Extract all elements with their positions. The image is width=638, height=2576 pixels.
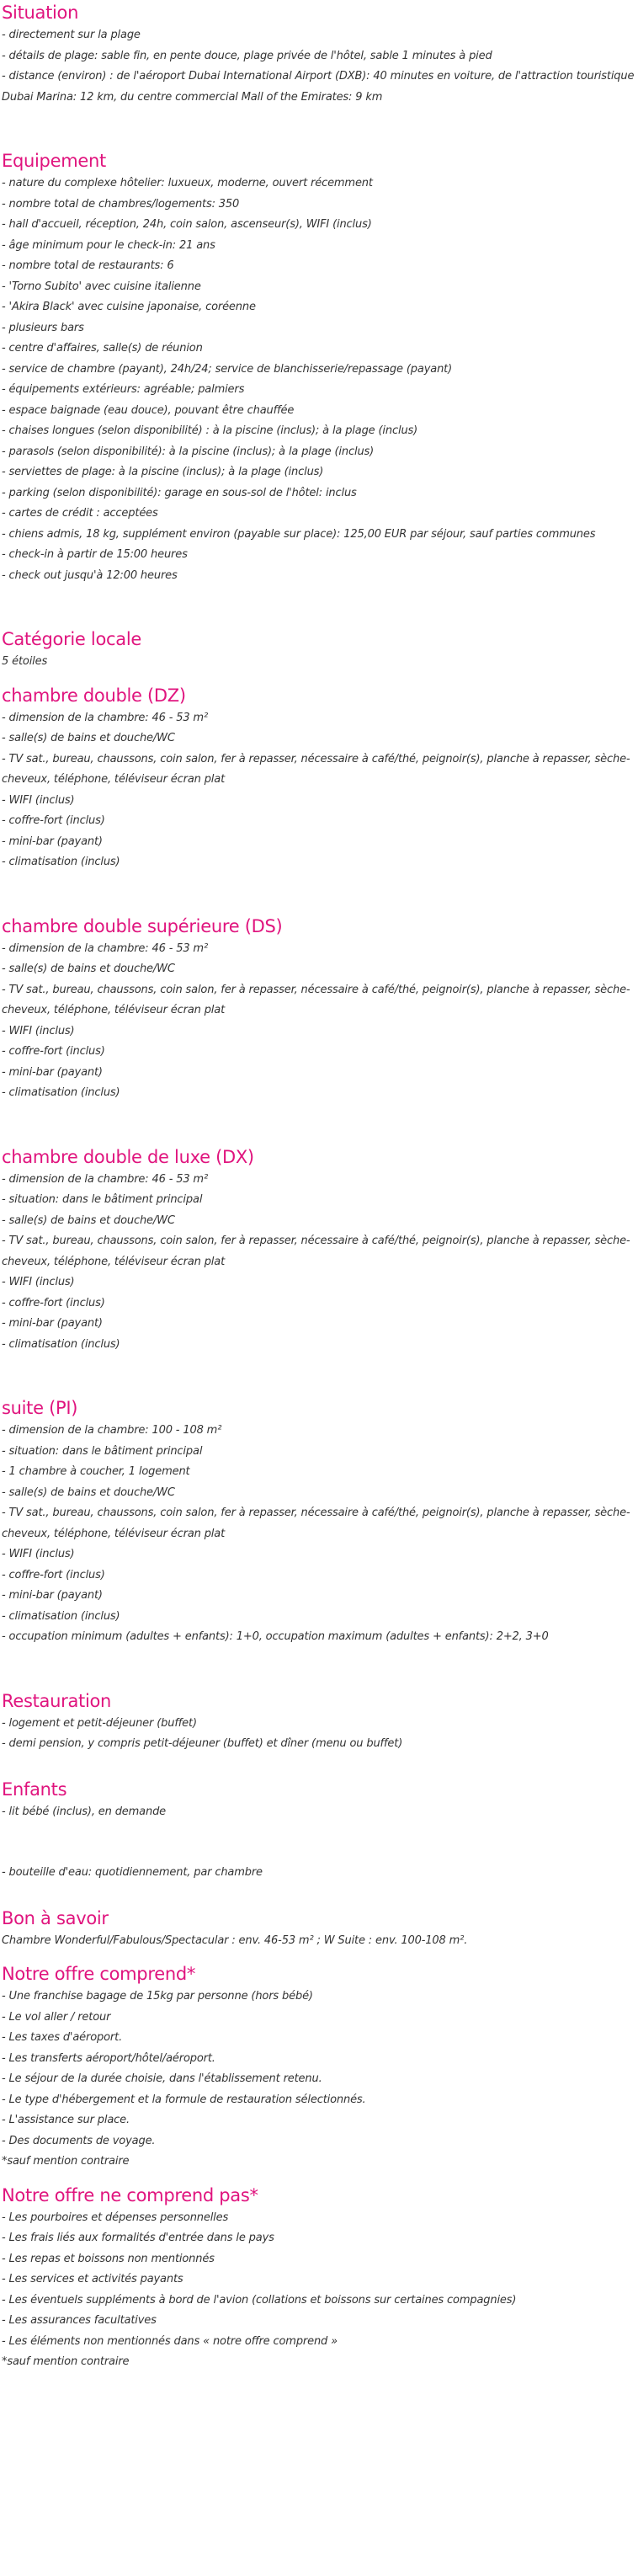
section-spacer (2, 1884, 636, 1906)
section-lines (2, 652, 636, 673)
section-spacer (2, 1755, 636, 1777)
list-item: - cartes de crédit : acceptées (2, 507, 158, 520)
section-title: Catégorie locale (2, 629, 141, 649)
list-item: - 'Akira Black' avec cuisine japonaise, coréenne (2, 301, 256, 313)
list-item: - Des documents de voyage. (2, 2134, 156, 2147)
list-item: Chambre Wonderful/Fabulous/Spectacular : env. 46-53 m² ; W Suite : env. 100-108 m². (2, 1933, 468, 1947)
section-lines (2, 1802, 636, 1823)
section-dx (2, 1144, 636, 1356)
list-item: - TV sat., bureau, chaussons, coin salon, fer à repasser, nécessaire à café/thé, peignoir(s), planche à repasser, sèche- (2, 1235, 630, 1247)
section-equipement (2, 148, 636, 586)
list-item: - climatisation (inclus) (2, 1609, 120, 1623)
section-lines (2, 1421, 636, 1648)
list-item: - WIFI (inclus) (2, 1024, 75, 1037)
section-lines (2, 25, 636, 108)
section-title: chambre double de luxe (DX) (2, 1146, 254, 1167)
section-lines (2, 1987, 636, 2173)
list-item: - L'assistance sur place. (2, 2114, 130, 2126)
list-item: - occupation minimum (adultes + enfants): 1+0, occupation maximum (adultes + enfants): 2+2, 3+0 (2, 1630, 549, 1643)
list-item: - Les frais liés aux formalités d'entrée dans le pays (2, 2232, 274, 2244)
section-spacer (2, 2173, 636, 2183)
list-item: - logement et petit-déjeuner (buffet) (2, 1716, 197, 1730)
list-item: - serviettes de plage: à la piscine (inclus); à la plage (inclus) (2, 466, 324, 478)
list-item: - dimension de la chambre: 46 - 53 m² (2, 941, 209, 955)
list-item: - mini-bar (payant) (2, 1065, 103, 1079)
list-item: 5 étoiles (2, 655, 48, 668)
list-item: - hall d'accueil, réception, 24h, coin salon, ascenseur(s), WIFI (inclus) (2, 218, 372, 231)
list-item: - équipements extérieurs: agréable; palmiers (2, 383, 245, 396)
section-lines (2, 173, 636, 586)
list-item: - demi pension, y compris petit-déjeuner (buffet) et dîner (menu ou buffet) (2, 1737, 403, 1750)
list-item: - détails de plage: sable fin, en pente douce, plage privée de l'hôtel, sable 1 minutes à pied (2, 49, 492, 62)
list-item: - WIFI (inclus) (2, 1276, 75, 1288)
list-item: - salle(s) de bains et douche/WC (2, 732, 175, 744)
list-item: - 1 chambre à coucher, 1 logement (2, 1465, 190, 1478)
list-item: - Les repas et boissons non mentionnés (2, 2252, 215, 2265)
list-item: - parking (selon disponibilité): garage en sous-sol de l'hôtel: inclus (2, 486, 357, 499)
list-item: - Les pourboires et dépenses personnelles (2, 2211, 229, 2224)
list-item: cheveux, téléphone, téléviseur écran plat (2, 1255, 226, 1268)
list-item: - dimension de la chambre: 46 - 53 m² (2, 711, 209, 724)
list-item: - climatisation (inclus) (2, 1337, 120, 1351)
section-title: Notre offre comprend* (2, 1964, 196, 1984)
list-item: - WIFI (inclus) (2, 1548, 75, 1560)
list-item: - mini-bar (payant) (2, 835, 103, 848)
list-item: - nombre total de chambres/logements: 350 (2, 197, 240, 211)
list-item: - Les taxes d'aéroport. (2, 2031, 123, 2044)
section-title: Equipement (2, 151, 106, 171)
section-title: Notre offre ne comprend pas* (2, 2184, 258, 2205)
list-item: - Les assurances facultatives (2, 2314, 157, 2327)
list-item: - distance (environ) : de l'aéroport Dubai International Airport (DXB): 40 minutes en voiture, de l'attraction touristique (2, 70, 635, 83)
list-item: - bouteille d'eau: quotidiennement, par chambre (2, 1866, 263, 1879)
list-item: - service de chambre (payant), 24h/24; service de blanchisserie/repassage (payant) (2, 362, 453, 376)
list-item: - 'Torno Subito' avec cuisine italienne (2, 280, 201, 293)
section-eau (2, 1863, 636, 1884)
list-item: - Les transferts aéroport/hôtel/aéroport. (2, 2051, 215, 2065)
list-item: - Une franchise bagage de 15kg par personne (hors bébé) (2, 1990, 313, 2003)
list-item: - salle(s) de bains et douche/WC (2, 1213, 175, 1227)
list-item: - TV sat., bureau, chaussons, coin salon, fer à repasser, nécessaire à café/thé, peignoir(s), planche à repasser, sèche- (2, 752, 630, 765)
section-lines (2, 1170, 636, 1356)
list-item: - Le type d'hébergement et la formule de restauration sélectionnés. (2, 2093, 366, 2106)
list-item: - situation: dans le bâtiment principal (2, 1444, 203, 1458)
list-item: - lit bébé (inclus), en demande (2, 1805, 167, 1818)
list-item: Dubai Marina: 12 km, du centre commercial Mall of the Emirates: 9 km (2, 90, 383, 104)
list-item: - TV sat., bureau, chaussons, coin salon, fer à repasser, nécessaire à café/thé, peignoir(s), planche à repasser, sèche- (2, 1507, 630, 1519)
list-item: - mini-bar (payant) (2, 1317, 103, 1330)
list-item: *sauf mention contraire (2, 2155, 130, 2168)
section-title: chambre double (DZ) (2, 685, 186, 706)
list-item: - dimension de la chambre: 46 - 53 m² (2, 1172, 209, 1186)
list-item: - Le vol aller / retour (2, 2010, 111, 2024)
section-necomprend (2, 2183, 636, 2373)
section-spacer (2, 108, 636, 148)
list-item: - coffre-fort (inclus) (2, 1296, 105, 1309)
section-spacer (2, 873, 636, 914)
section-dz (2, 683, 636, 873)
list-item: - espace baignade (eau douce), pouvant être chauffée (2, 403, 295, 417)
section-situation (2, 0, 636, 108)
section-lines (2, 939, 636, 1104)
section-spacer (2, 1104, 636, 1144)
list-item: - climatisation (inclus) (2, 1086, 120, 1099)
list-item: - situation: dans le bâtiment principal (2, 1193, 203, 1206)
list-item: - Les éléments non mentionnés dans « notre offre comprend » (2, 2334, 338, 2348)
section-categorie (2, 627, 636, 673)
section-spacer (2, 586, 636, 627)
section-comprend (2, 1961, 636, 2173)
section-spacer (2, 1822, 636, 1863)
list-item: - salle(s) de bains et douche/WC (2, 963, 175, 975)
list-item: - chaises longues (selon disponibilité) : à la piscine (inclus); à la plage (inclus) (2, 424, 418, 437)
section-title: chambre double supérieure (DS) (2, 915, 283, 936)
section-title: Restauration (2, 1690, 112, 1711)
list-item: - coffre-fort (inclus) (2, 814, 105, 827)
section-lines (2, 1863, 636, 1884)
section-spacer (2, 1355, 636, 1395)
list-item: - check-in à partir de 15:00 heures (2, 548, 188, 561)
list-item: - WIFI (inclus) (2, 793, 75, 807)
list-item: - nombre total de restaurants: 6 (2, 259, 174, 272)
list-item: cheveux, téléphone, téléviseur écran plat (2, 1004, 226, 1016)
list-item: cheveux, téléphone, téléviseur écran plat (2, 1527, 226, 1540)
list-item: - Le séjour de la durée choisie, dans l'établissement retenu. (2, 2072, 322, 2085)
list-item: - coffre-fort (inclus) (2, 1568, 105, 1581)
list-item: - Les éventuels suppléments à bord de l'avion (collations et boissons sur certaines compagnies) (2, 2293, 517, 2307)
section-restauration (2, 1688, 636, 1755)
list-item: - parasols (selon disponibilité): à la piscine (inclus); à la plage (inclus) (2, 445, 375, 458)
section-lines (2, 1714, 636, 1755)
section-spacer (2, 1951, 636, 1961)
section-title: Situation (2, 3, 79, 23)
section-title: suite (PI) (2, 1398, 78, 1418)
section-bon (2, 1906, 636, 1952)
list-item: - Les services et activités payants (2, 2273, 183, 2285)
section-spacer (2, 673, 636, 683)
list-item: *sauf mention contraire (2, 2355, 130, 2368)
list-item: cheveux, téléphone, téléviseur écran plat (2, 773, 226, 786)
list-item: - chiens admis, 18 kg, supplément environ (payable sur place): 125,00 EUR par séjour, sauf parties communes (2, 527, 596, 541)
list-item: - dimension de la chambre: 100 - 108 m² (2, 1424, 222, 1437)
list-item: - TV sat., bureau, chaussons, coin salon, fer à repasser, nécessaire à café/thé, peignoir(s), planche à repasser, sèche- (2, 983, 630, 996)
section-title: Enfants (2, 1779, 67, 1800)
section-ds (2, 914, 636, 1104)
list-item: - climatisation (inclus) (2, 856, 120, 868)
list-item: - coffre-fort (inclus) (2, 1045, 105, 1058)
list-item: - mini-bar (payant) (2, 1589, 103, 1602)
section-lines (2, 2208, 636, 2373)
section-lines (2, 708, 636, 873)
list-item: - check out jusqu'à 12:00 heures (2, 568, 178, 582)
list-item: - centre d'affaires, salle(s) de réunion (2, 342, 203, 355)
section-lines (2, 1931, 636, 1952)
list-item: - salle(s) de bains et douche/WC (2, 1485, 175, 1499)
list-item: - âge minimum pour le check-in: 21 ans (2, 238, 215, 252)
section-spacer (2, 1648, 636, 1688)
list-item: - nature du complexe hôtelier: luxueux, moderne, ouvert récemment (2, 177, 373, 189)
section-pi (2, 1395, 636, 1648)
list-item: - plusieurs bars (2, 321, 84, 334)
section-enfants (2, 1777, 636, 1823)
list-item: - directement sur la plage (2, 29, 141, 41)
section-title: Bon à savoir (2, 1907, 109, 1928)
